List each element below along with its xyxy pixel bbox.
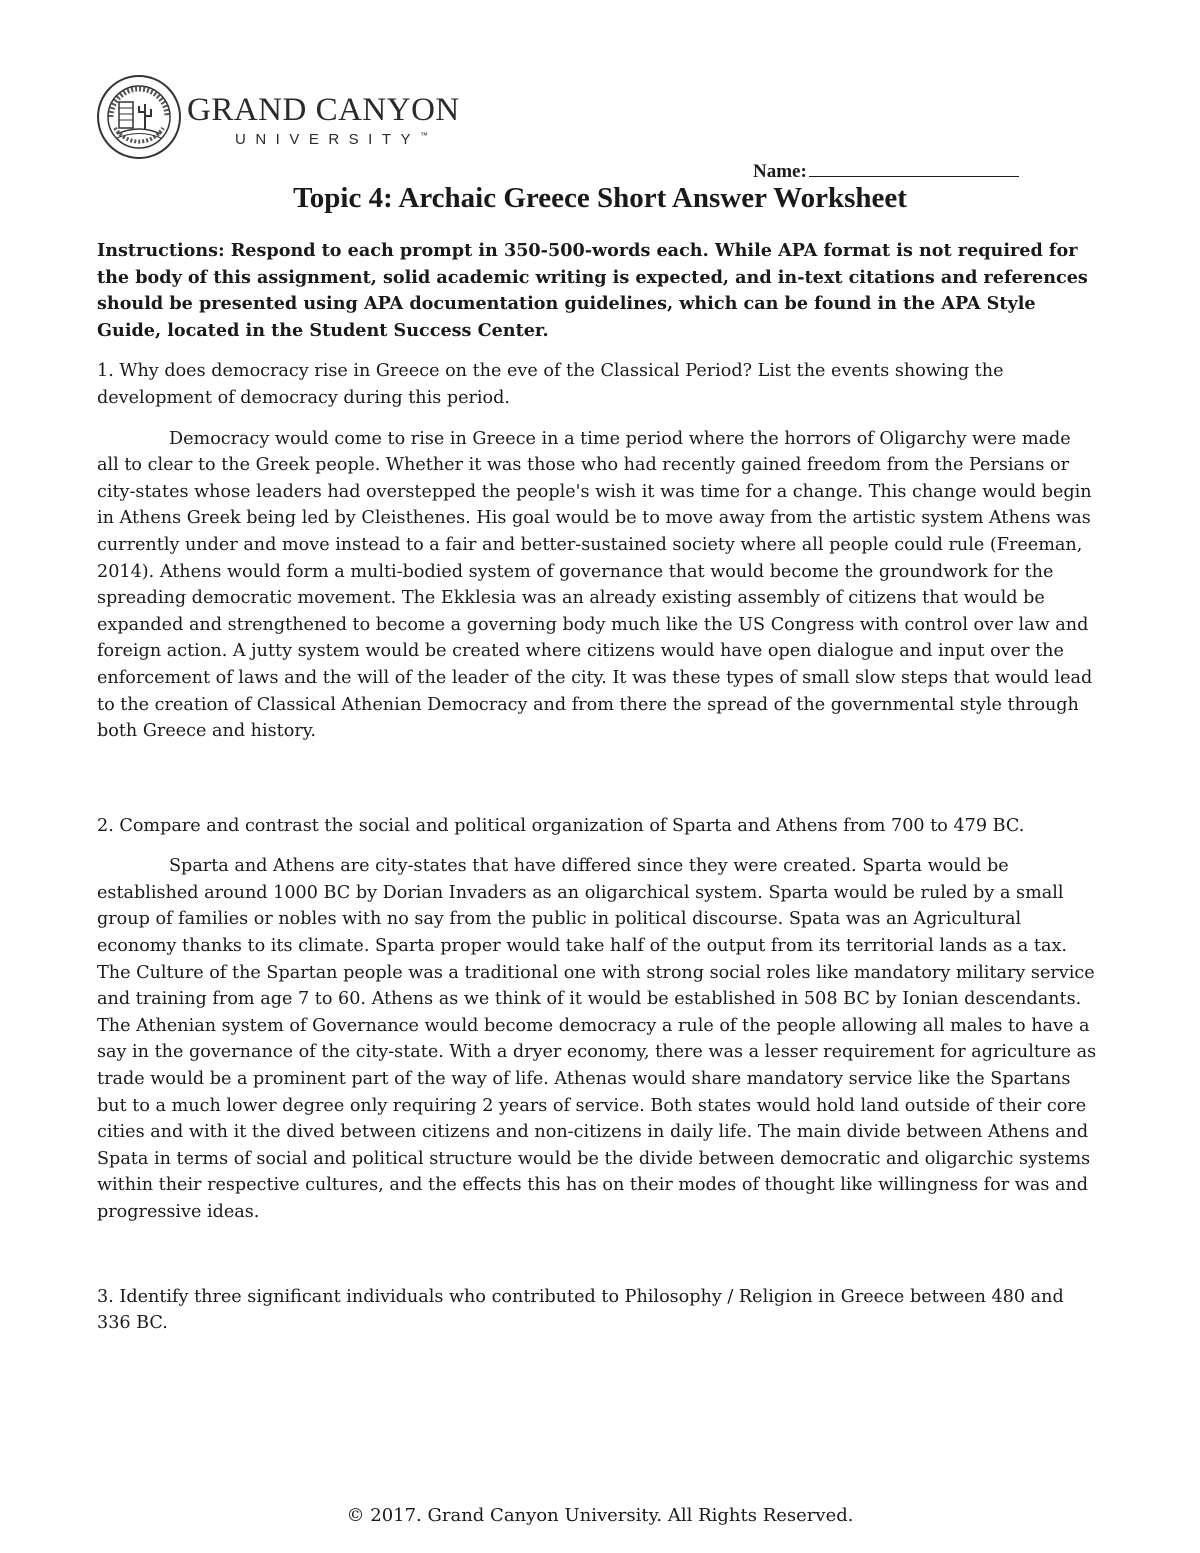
copyright-footer: © 2017. Grand Canyon University. All Rights Reserved.: [346, 1505, 854, 1526]
spacer: [97, 1226, 1097, 1284]
spacer: [97, 745, 1097, 813]
page-title: Topic 4: Archaic Greece Short Answer Worksheet: [293, 182, 907, 214]
university-seal-icon: [95, 74, 183, 160]
question-3-prompt: 3. Identify three significant individuals who contributed to Philosophy / Religion in Greece between 480 and 336 BC.: [97, 1286, 1064, 1334]
question-1-prompt: 1. Why does democracy rise in Greece on the eve of the Classical Period? List the events showing the development of democracy during this period.: [97, 361, 1004, 408]
name-field-row: [753, 156, 1019, 183]
university-logo: [95, 74, 465, 160]
question-1-answer: Democracy would come to rise in Greece in a time period where the horrors of Oligarchy were made all to clear to the Greek people. Whether it was those who had recently gained freedom from the Persians or city-states whose leaders had overstepped the people's wish it was time for a change. This change would begin in Athens Greek being led by Cleisthenes. His goal would be to move away from the artistic system Athens was currently under and move instead to a fair and better-sustained society where all people could rule (Freeman, 2014). Athens would form a multi-bodied system of governance that would become the groundwork for the spreading democratic movement. The Ekklesia was an already existing assembly of citizens that would be expanded and strengthened to become a governing body much like the US Congress with control over law and foreign action. A jutty system would be created where citizens would have open dialogue and input over the enforcement of laws and the will of the leader of the city. It was these types of small slow steps that would lead to the creation of Classical Athenian Democracy and from there the spread of the governmental style through both Greece and history.: [97, 428, 1093, 742]
name-blank-line[interactable]: [809, 156, 1019, 177]
question-2-prompt: 2. Compare and contrast the social and political organization of Sparta and Athens from 700 to 479 BC.: [97, 815, 1025, 836]
university-name: GRAND CANYON: [187, 92, 460, 128]
name-label: Name:: [753, 161, 807, 182]
question-2-answer: Sparta and Athens are city-states that have differed since they were created. Sparta would be established around 1000 BC by Dorian Invaders as an oligarchical system. Sparta would be ruled by a small group of families or nobles with no say from the public in political discourse. Spata was an Agricultural economy thanks to its climate. Sparta proper would take half of the output from its territorial lands as a tax. The Culture of the Spartan people was a traditional one with strong social roles like mandatory military service and training from age 7 to 60. Athens as we think of it would be established in 508 BC by Ionian descendants. The Athenian system of Governance would become democracy a rule of the people allowing all males to have a say in the governance of the city-state. With a dryer economy, there was a lesser requirement for agriculture as trade would be a prominent part of the way of life. Athenas would share mandatory service like the Spartans but to a much lower degree only requiring 2 years of service. Both states would hold land outside of their core cities and with it the dived between citizens and non-citizens in daily life. The main divide between Athens and Spata in terms of social and political structure would be the divide between democratic and oligarchic systems within their respective cultures, and the effects this has on their modes of thought like willingness for was and progressive ideas.: [97, 856, 1097, 1222]
trademark-symbol: ™: [420, 131, 429, 140]
worksheet-body: [97, 238, 1097, 1351]
university-word: UNIVERSITY: [235, 131, 421, 148]
instructions: Instructions: Respond to each prompt in 350-500-words each. While APA format is not required for the body of this assignment, solid academic writing is expected, and in-text citations and references should be presented using APA documentation guidelines, which can be found in the APA Style Guide, located in the Student Success Center.: [97, 240, 1088, 341]
university-subtitle: [235, 131, 428, 148]
